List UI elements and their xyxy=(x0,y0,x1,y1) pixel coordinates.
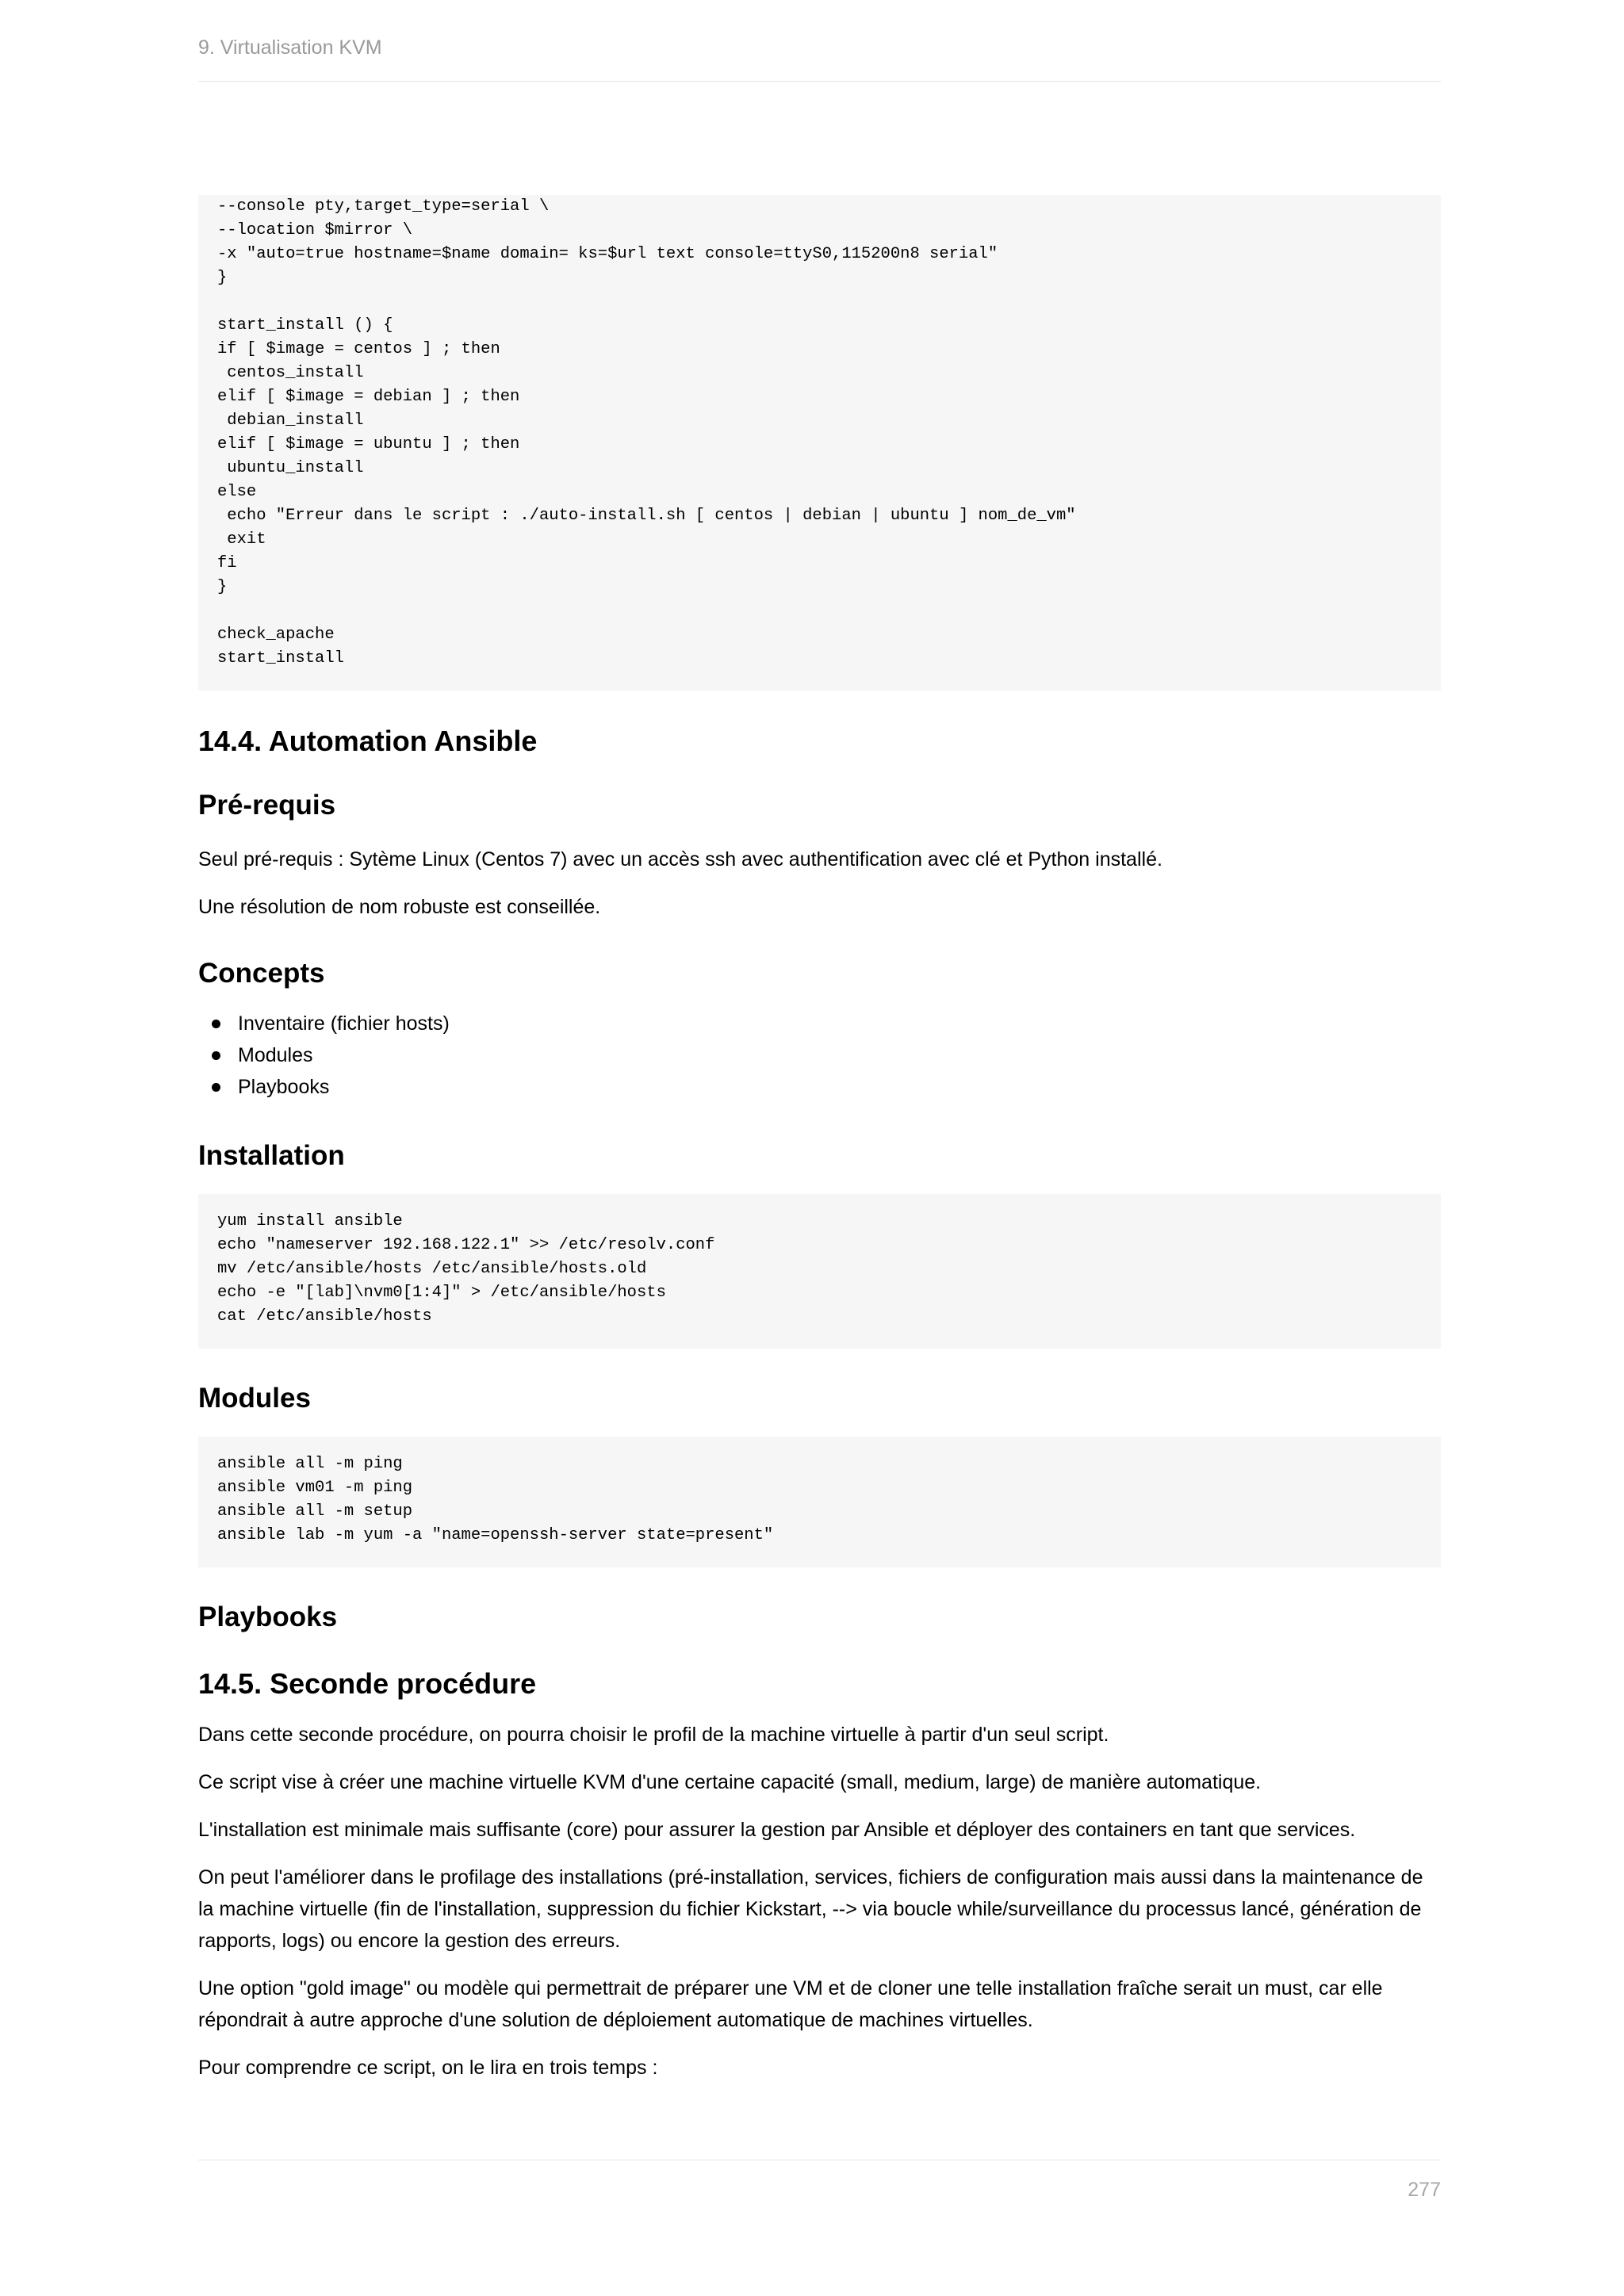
list-item-text: Inventaire (fichier hosts) xyxy=(238,1012,450,1035)
subheading-installation: Installation xyxy=(198,1140,345,1171)
bullet-icon xyxy=(212,1020,220,1028)
paragraph-seconde-3: L'installation est minimale mais suffisante (core) pour assurer la gestion par Ansible et déployer des containers en tant que services. xyxy=(198,1819,1356,1841)
running-header: 9. Virtualisation KVM xyxy=(198,36,382,59)
list-item xyxy=(198,1039,450,1071)
code-block-script-end: --console pty,target_type=serial \ --location $mirror \ -x "auto=true hostname=$name domain= ks=$url text console=ttyS0,115200n8 serial" } start_install () { if [ $image = centos ] ; then centos_install elif [ $image = debian ] ; then debian_install elif [ $image = ubuntu ] ; then ubuntu_install else echo "Erreur dans le script : ./auto-install.sh [ centos | debian | ubuntu ] nom_de_vm" exit fi } check_apache start_install xyxy=(198,195,1441,691)
list-item xyxy=(198,1008,450,1039)
paragraph-seconde-1: Dans cette seconde procédure, on pourra choisir le profil de la machine virtuelle à partir d'un seul script. xyxy=(198,1724,1109,1746)
paragraph-seconde-2: Ce script vise à créer une machine virtuelle KVM d'une certaine capacité (small, medium, large) de manière automatique. xyxy=(198,1771,1262,1793)
code-block-modules: ansible all -m ping ansible vm01 -m ping ansible all -m setup ansible lab -m yum -a "name=openssh-server state=present" xyxy=(198,1437,1441,1567)
paragraph-prerequis-2: Une résolution de nom robuste est conseillée. xyxy=(198,896,601,918)
paragraph-seconde-4: On peut l'améliorer dans le profilage des installations (pré-installation, services, fichiers de configuration mais aussi dans la maintenance de la machine virtuelle (fin de l'installation, suppression du fichier Kickstart, --> via boucle while/surveillance du processus lancé, génération de rapports, logs) ou encore la gestion des erreurs. xyxy=(198,1866,1423,1952)
subheading-playbooks: Playbooks xyxy=(198,1601,338,1632)
list-item-text: Modules xyxy=(238,1044,313,1066)
bullet-icon xyxy=(212,1083,220,1092)
paragraph-seconde-5: Une option "gold image" ou modèle qui permettrait de préparer une VM et de cloner une telle installation fraîche serait un must, car elle répondrait à autre approche d'une solution de déploiement automatique de machines virtuelles. xyxy=(198,1977,1383,2031)
bullet-icon xyxy=(212,1051,220,1060)
list-item xyxy=(198,1071,450,1103)
header-divider xyxy=(198,81,1441,82)
section-heading-automation-ansible: 14.4. Automation Ansible xyxy=(198,725,538,757)
section-heading-seconde-procedure: 14.5. Seconde procédure xyxy=(198,1667,537,1700)
subheading-prerequis: Pré-requis xyxy=(198,790,336,821)
subheading-concepts: Concepts xyxy=(198,958,325,989)
list-item-text: Playbooks xyxy=(238,1076,330,1098)
subheading-modules: Modules xyxy=(198,1383,311,1414)
concepts-list xyxy=(198,1008,450,1103)
paragraph-seconde-6: Pour comprendre ce script, on le lira en trois temps : xyxy=(198,2057,658,2079)
paragraph-prerequis-1: Seul pré-requis : Sytème Linux (Centos 7) avec un accès ssh avec authentification avec clé et Python installé. xyxy=(198,848,1162,871)
page-number: 277 xyxy=(1408,2179,1441,2201)
code-block-installation: yum install ansible echo "nameserver 192.168.122.1" >> /etc/resolv.conf mv /etc/ansible/hosts /etc/ansible/hosts.old echo -e "[lab]\nvm0[1:4]" > /etc/ansible/hosts cat /etc/ansible/hosts xyxy=(198,1194,1441,1349)
